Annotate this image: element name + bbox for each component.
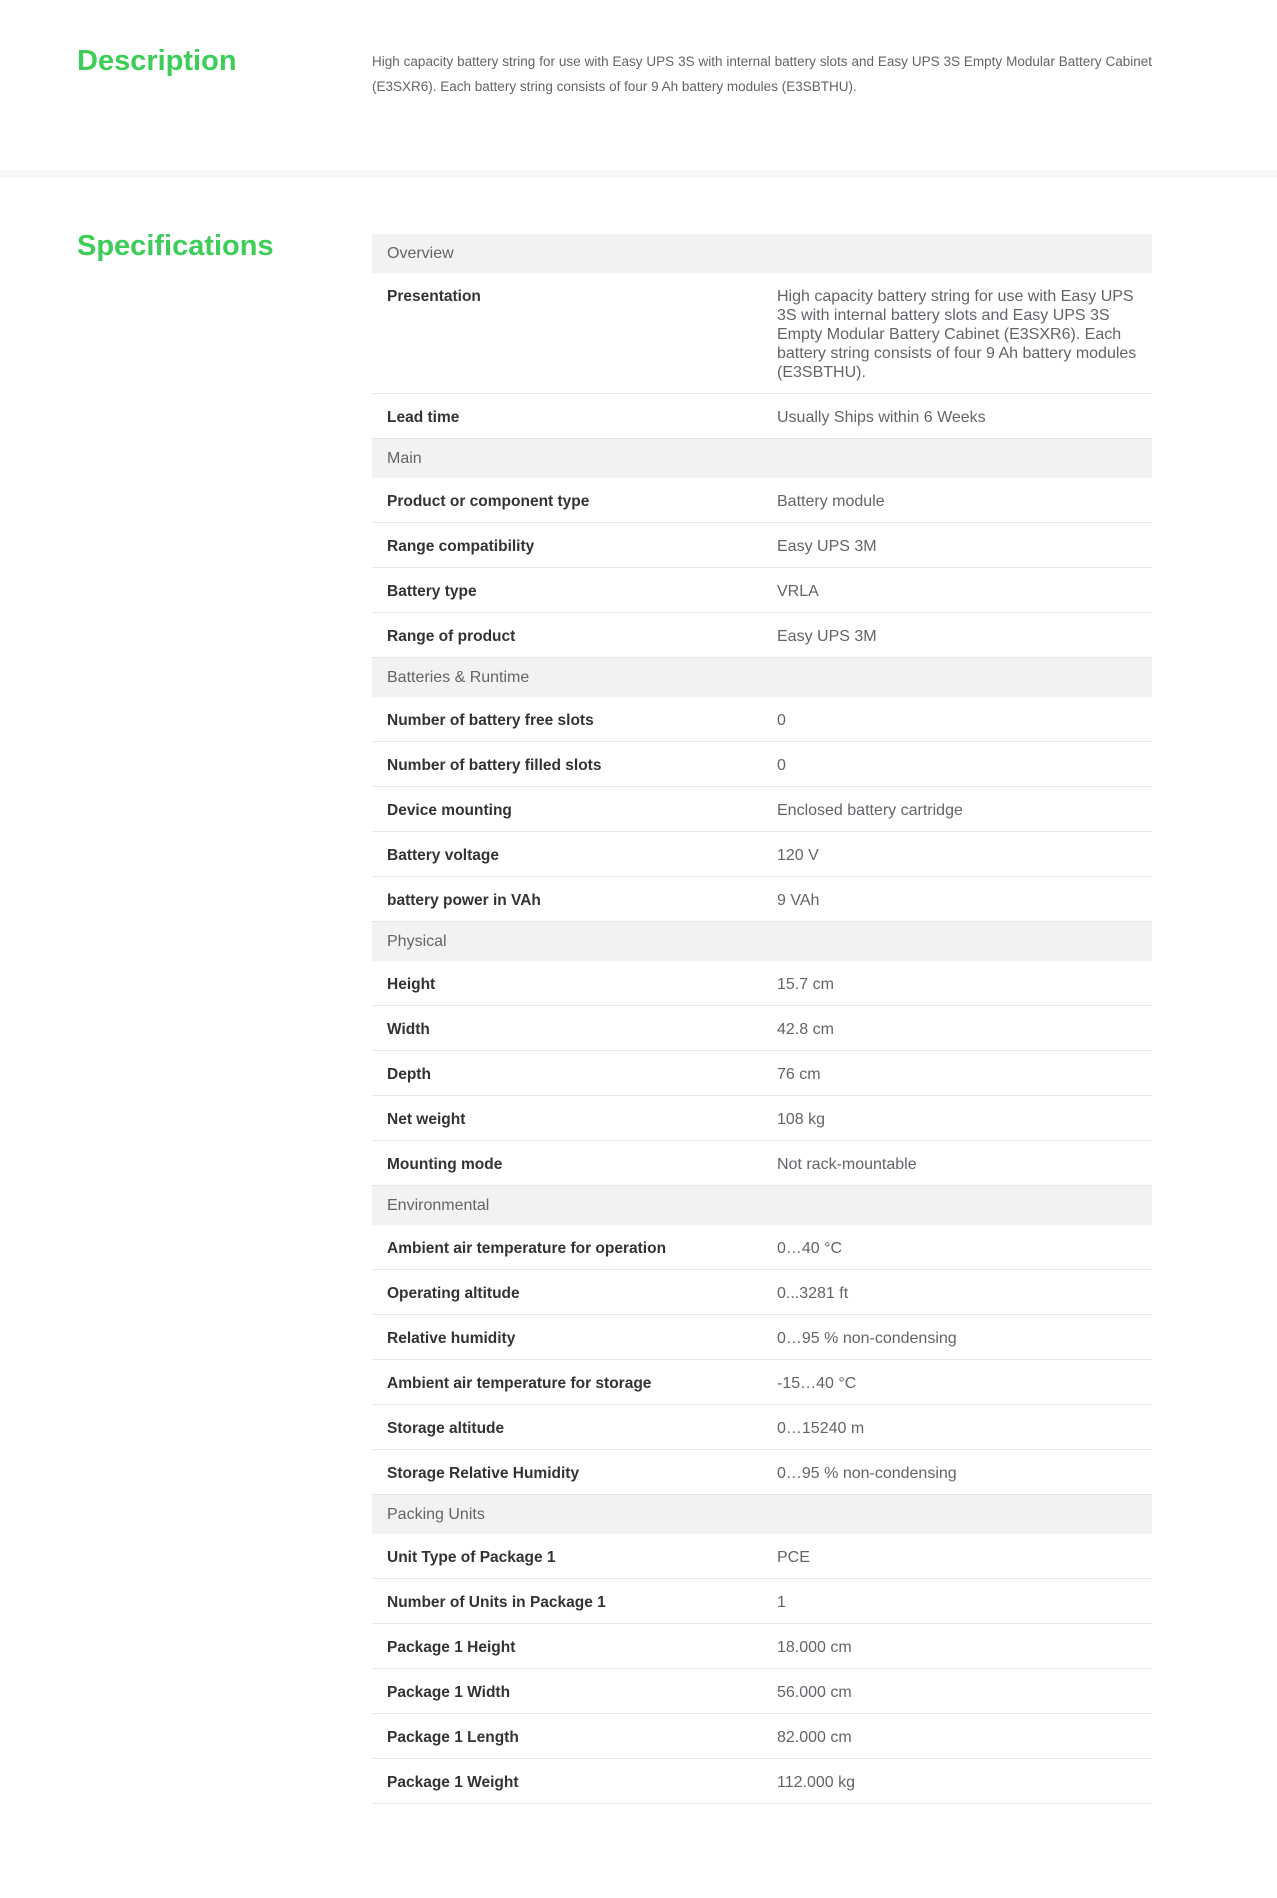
spec-value: 76 cm — [762, 1051, 1152, 1096]
spec-row — [372, 1051, 1152, 1096]
specifications-heading: Specifications — [77, 230, 274, 262]
spec-section-header — [372, 1186, 1152, 1226]
description-text: High capacity battery string for use with Easy UPS 3S with internal battery slots and Easy UPS 3S Empty Modular Battery Cabinet (E3SXR6). Each battery string consists of four 9 Ah battery modules (E3SBTHU). — [372, 54, 1152, 94]
spec-value: 0…40 °C — [762, 1225, 1152, 1270]
spec-label: Height — [372, 961, 762, 1006]
spec-section-title: Overview — [372, 234, 1152, 273]
spec-row — [372, 1624, 1152, 1669]
spec-value: 56.000 cm — [762, 1669, 1152, 1714]
spec-value: 0…15240 m — [762, 1405, 1152, 1450]
spec-value: 0…95 % non-condensing — [762, 1315, 1152, 1360]
spec-label: Operating altitude — [372, 1270, 762, 1315]
spec-label: Package 1 Height — [372, 1624, 762, 1669]
spec-label: Range compatibility — [372, 523, 762, 568]
spec-label: Unit Type of Package 1 — [372, 1534, 762, 1579]
spec-value: 9 VAh — [762, 877, 1152, 922]
spec-section-header — [372, 658, 1152, 698]
spec-value: 0...3281 ft — [762, 1270, 1152, 1315]
spec-row — [372, 1270, 1152, 1315]
spec-value: Enclosed battery cartridge — [762, 787, 1152, 832]
spec-value: 0 — [762, 697, 1152, 742]
spec-row — [372, 1450, 1152, 1495]
spec-label: Package 1 Length — [372, 1714, 762, 1759]
spec-row — [372, 273, 1152, 394]
spec-value: 82.000 cm — [762, 1714, 1152, 1759]
spec-label: Storage Relative Humidity — [372, 1450, 762, 1495]
spec-label: Package 1 Weight — [372, 1759, 762, 1804]
spec-section-title: Packing Units — [372, 1495, 1152, 1535]
spec-value: Easy UPS 3M — [762, 523, 1152, 568]
spec-label: Number of battery filled slots — [372, 742, 762, 787]
spec-row — [372, 1405, 1152, 1450]
specifications-table — [372, 234, 1152, 1804]
spec-label: Package 1 Width — [372, 1669, 762, 1714]
spec-value: VRLA — [762, 568, 1152, 613]
spec-row — [372, 742, 1152, 787]
section-divider — [0, 170, 1277, 178]
spec-row — [372, 568, 1152, 613]
spec-row — [372, 1225, 1152, 1270]
spec-section-title: Batteries & Runtime — [372, 658, 1152, 698]
spec-row — [372, 1006, 1152, 1051]
spec-label: Battery type — [372, 568, 762, 613]
spec-section-header — [372, 922, 1152, 962]
spec-row — [372, 1360, 1152, 1405]
spec-label: Device mounting — [372, 787, 762, 832]
spec-row — [372, 1534, 1152, 1579]
spec-value: 112.000 kg — [762, 1759, 1152, 1804]
spec-label: Ambient air temperature for operation — [372, 1225, 762, 1270]
spec-value: PCE — [762, 1534, 1152, 1579]
spec-label: Mounting mode — [372, 1141, 762, 1186]
spec-row — [372, 832, 1152, 877]
spec-label: Presentation — [372, 273, 762, 394]
spec-value: Battery module — [762, 478, 1152, 523]
spec-label: Storage altitude — [372, 1405, 762, 1450]
spec-row — [372, 523, 1152, 568]
spec-value: Not rack-mountable — [762, 1141, 1152, 1186]
spec-row — [372, 1579, 1152, 1624]
spec-row — [372, 877, 1152, 922]
spec-row — [372, 478, 1152, 523]
spec-row — [372, 1315, 1152, 1360]
spec-label: Relative humidity — [372, 1315, 762, 1360]
spec-label: Number of Units in Package 1 — [372, 1579, 762, 1624]
spec-row — [372, 1759, 1152, 1804]
spec-section-header — [372, 439, 1152, 479]
spec-label: Ambient air temperature for storage — [372, 1360, 762, 1405]
spec-label: Width — [372, 1006, 762, 1051]
spec-value: 0…95 % non-condensing — [762, 1450, 1152, 1495]
spec-row — [372, 1141, 1152, 1186]
spec-value: 108 kg — [762, 1096, 1152, 1141]
spec-value: 18.000 cm — [762, 1624, 1152, 1669]
spec-section-header — [372, 234, 1152, 273]
spec-row — [372, 394, 1152, 439]
spec-row — [372, 961, 1152, 1006]
spec-value: 15.7 cm — [762, 961, 1152, 1006]
spec-label: Lead time — [372, 394, 762, 439]
spec-row — [372, 1714, 1152, 1759]
description-heading: Description — [77, 45, 237, 77]
spec-section-header — [372, 1495, 1152, 1535]
spec-label: Net weight — [372, 1096, 762, 1141]
spec-section-title: Main — [372, 439, 1152, 479]
spec-value: Usually Ships within 6 Weeks — [762, 394, 1152, 439]
spec-section-title: Physical — [372, 922, 1152, 962]
spec-row — [372, 613, 1152, 658]
spec-row — [372, 787, 1152, 832]
spec-label: Battery voltage — [372, 832, 762, 877]
spec-row — [372, 697, 1152, 742]
spec-value: Easy UPS 3M — [762, 613, 1152, 658]
spec-value: 42.8 cm — [762, 1006, 1152, 1051]
spec-label: Depth — [372, 1051, 762, 1096]
spec-row — [372, 1096, 1152, 1141]
spec-label: Number of battery free slots — [372, 697, 762, 742]
spec-value: 120 V — [762, 832, 1152, 877]
spec-label: Product or component type — [372, 478, 762, 523]
spec-label: Range of product — [372, 613, 762, 658]
spec-section-title: Environmental — [372, 1186, 1152, 1226]
spec-value: -15…40 °C — [762, 1360, 1152, 1405]
spec-row — [372, 1669, 1152, 1714]
spec-value: High capacity battery string for use with Easy UPS 3S with internal battery slots and Easy UPS 3S Empty Modular Battery Cabinet (E3SXR6). Each battery string consists of four 9 Ah battery modules (E3SBTHU). — [762, 273, 1152, 394]
spec-label: battery power in VAh — [372, 877, 762, 922]
spec-value: 0 — [762, 742, 1152, 787]
spec-value: 1 — [762, 1579, 1152, 1624]
